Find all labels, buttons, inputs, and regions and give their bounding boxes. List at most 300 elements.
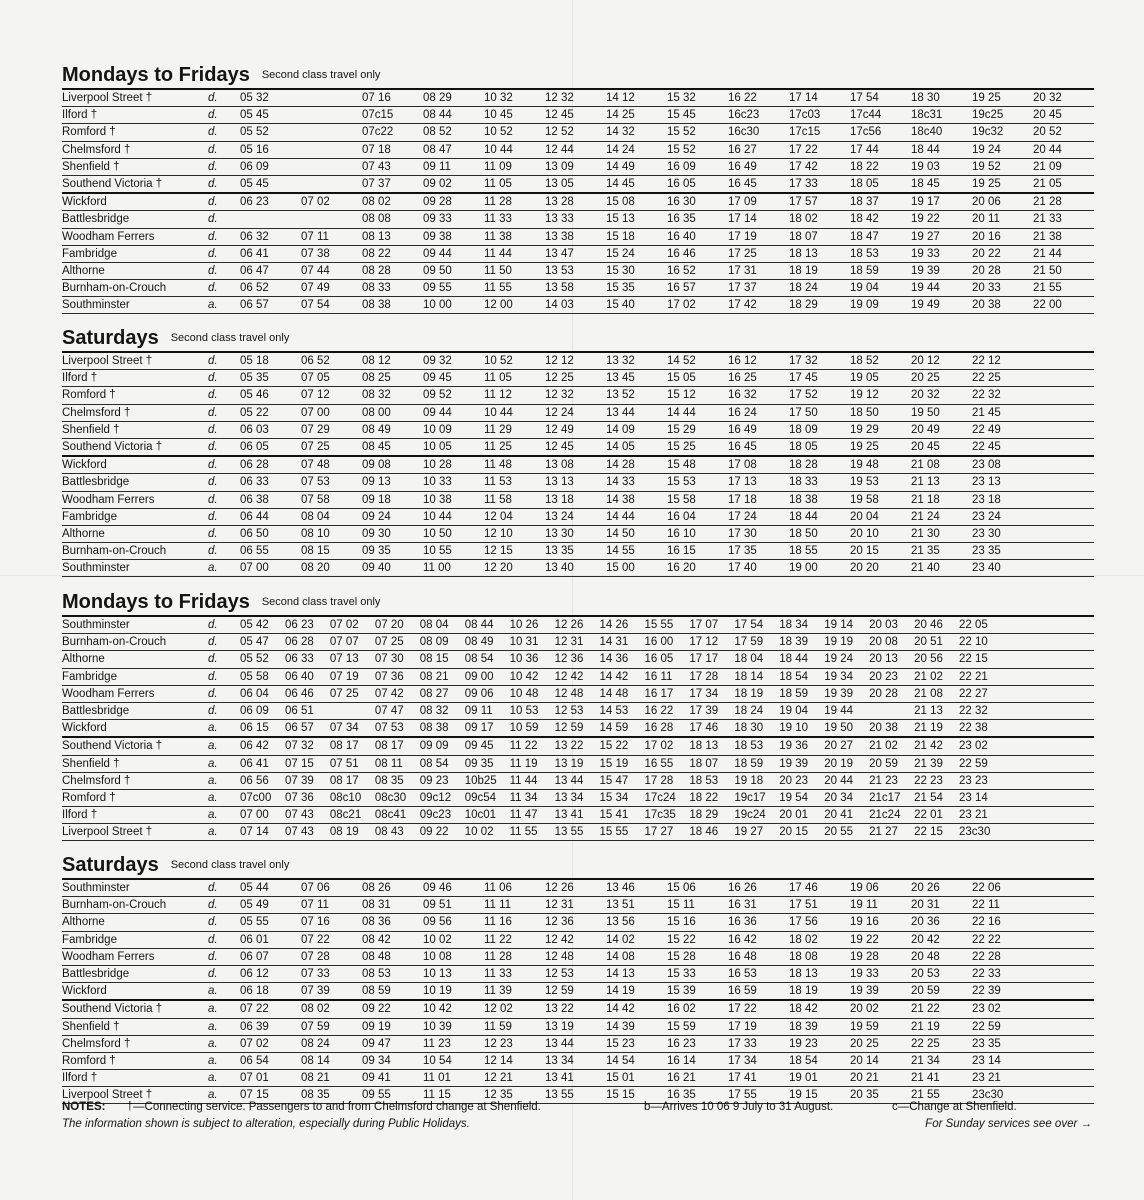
time-cell: 08 17 xyxy=(330,772,375,789)
section-subtitle: Second class travel only xyxy=(261,596,381,608)
time-cell: 08 13 xyxy=(362,228,423,245)
time-cell xyxy=(1033,352,1094,370)
time-cell xyxy=(1049,789,1094,806)
time-cell: 14 31 xyxy=(600,634,645,651)
time-cell xyxy=(1049,737,1094,755)
time-cell: 09 55 xyxy=(362,1087,423,1104)
time-cell: 15 30 xyxy=(606,262,667,279)
time-cell: 15 25 xyxy=(667,438,728,456)
time-cell: 15 34 xyxy=(600,789,645,806)
time-cell: 10 08 xyxy=(423,948,484,965)
arr-dep-marker: d. xyxy=(202,352,240,370)
table-row xyxy=(62,262,1094,279)
table-row xyxy=(62,560,1094,577)
time-cell: 08c21 xyxy=(330,807,375,824)
section-header xyxy=(62,852,1094,878)
time-cell: 20 49 xyxy=(911,421,972,438)
time-cell xyxy=(1033,1018,1094,1035)
time-cell: 12 45 xyxy=(545,438,606,456)
time-cell: 10 32 xyxy=(484,89,545,107)
time-cell: 22 22 xyxy=(972,931,1033,948)
station-name: Althorne xyxy=(62,525,202,542)
time-cell: 23 23 xyxy=(959,772,1004,789)
time-cell: 07 53 xyxy=(375,720,420,738)
time-cell: 08 10 xyxy=(301,525,362,542)
arr-dep-marker: d. xyxy=(202,879,240,897)
time-cell: 14 28 xyxy=(606,456,667,474)
time-cell: 07 51 xyxy=(330,755,375,772)
time-cell: 23 14 xyxy=(959,789,1004,806)
station-name: Fambridge xyxy=(62,931,202,948)
time-cell: 16 20 xyxy=(667,560,728,577)
time-cell: 20 52 xyxy=(1033,124,1094,141)
time-cell: 22 25 xyxy=(911,1035,972,1052)
time-cell: 06 05 xyxy=(240,438,301,456)
time-cell: 19 17 xyxy=(911,193,972,211)
arr-dep-marker: d. xyxy=(202,651,240,668)
time-cell: 13 24 xyxy=(545,508,606,525)
time-cell: 13 51 xyxy=(606,897,667,914)
time-cell: 11 01 xyxy=(423,1070,484,1087)
time-cell: 10 28 xyxy=(423,456,484,474)
time-cell: 17 39 xyxy=(689,702,734,719)
section-title: Saturdays xyxy=(62,854,159,876)
time-cell xyxy=(1004,789,1049,806)
station-name: Romford † xyxy=(62,387,202,404)
time-cell xyxy=(1033,948,1094,965)
time-cell: 17 13 xyxy=(728,474,789,491)
time-cell: 20 19 xyxy=(824,755,869,772)
arr-dep-marker: d. xyxy=(202,634,240,651)
time-cell: 18 45 xyxy=(911,175,972,193)
time-cell: 16 09 xyxy=(667,158,728,175)
station-name: Ilford † xyxy=(62,807,202,824)
time-cell: 17 25 xyxy=(728,245,789,262)
time-cell: 18 53 xyxy=(850,245,911,262)
time-cell: 10 31 xyxy=(510,634,555,651)
time-cell: 14 50 xyxy=(606,525,667,542)
time-cell: 16 22 xyxy=(644,702,689,719)
sunday-services-note: For Sunday services see over → xyxy=(925,1118,1092,1130)
time-cell: 15 53 xyxy=(667,474,728,491)
arr-dep-marker: a. xyxy=(202,807,240,824)
time-cell: 09 35 xyxy=(362,543,423,560)
time-cell: 10 05 xyxy=(423,438,484,456)
time-cell: 09 11 xyxy=(465,702,510,719)
time-cell: 21 40 xyxy=(911,560,972,577)
time-cell: 12 26 xyxy=(545,879,606,897)
time-cell: 22 05 xyxy=(959,616,1004,634)
time-cell: 11 50 xyxy=(484,262,545,279)
station-name: Romford † xyxy=(62,1052,202,1069)
time-cell: 21 18 xyxy=(911,491,972,508)
time-cell: 23 30 xyxy=(972,525,1033,542)
time-cell: 21 55 xyxy=(1033,280,1094,297)
time-cell: 14 38 xyxy=(606,491,667,508)
station-name: Shenfield † xyxy=(62,1018,202,1035)
time-cell: 19 15 xyxy=(789,1087,850,1104)
time-cell: 18 44 xyxy=(779,651,824,668)
time-cell xyxy=(1004,634,1049,651)
time-cell: 14 09 xyxy=(606,421,667,438)
time-cell: 11 28 xyxy=(484,193,545,211)
time-cell: 13 13 xyxy=(545,474,606,491)
time-cell: 23 21 xyxy=(959,807,1004,824)
time-cell: 19 54 xyxy=(779,789,824,806)
time-cell xyxy=(301,141,362,158)
time-cell: 19 24 xyxy=(972,141,1033,158)
time-cell: 19c24 xyxy=(734,807,779,824)
table-row xyxy=(62,124,1094,141)
time-cell: 12 15 xyxy=(484,543,545,560)
time-cell: 18 39 xyxy=(779,634,824,651)
time-cell: 14 44 xyxy=(606,508,667,525)
time-cell: 13 09 xyxy=(545,158,606,175)
table-row xyxy=(62,421,1094,438)
time-cell: 10 53 xyxy=(510,702,555,719)
time-cell: 09c23 xyxy=(420,807,465,824)
time-cell: 17 27 xyxy=(644,824,689,841)
time-cell xyxy=(1049,702,1094,719)
time-cell: 23 08 xyxy=(972,456,1033,474)
time-cell: 22 00 xyxy=(1033,297,1094,314)
time-cell: 21 35 xyxy=(911,543,972,560)
station-name: Liverpool Street † xyxy=(62,89,202,107)
time-cell: 11 38 xyxy=(484,228,545,245)
arr-dep-marker: d. xyxy=(202,508,240,525)
time-cell: 05 55 xyxy=(240,914,301,931)
time-cell: 05 49 xyxy=(240,897,301,914)
time-cell: 17 54 xyxy=(850,89,911,107)
station-name: Burnham-on-Crouch xyxy=(62,897,202,914)
time-cell: 19 52 xyxy=(972,158,1033,175)
time-cell: 05 47 xyxy=(240,634,285,651)
time-cell: 06 15 xyxy=(240,720,285,738)
time-cell: 20 06 xyxy=(972,193,1033,211)
station-name: Ilford † xyxy=(62,107,202,124)
time-cell: 19 29 xyxy=(850,421,911,438)
time-cell: 08 43 xyxy=(375,824,420,841)
table-row xyxy=(62,280,1094,297)
time-cell: 22 10 xyxy=(959,634,1004,651)
time-cell: 18 39 xyxy=(789,1018,850,1035)
time-cell: 16 23 xyxy=(667,1035,728,1052)
time-cell: 23c30 xyxy=(959,824,1004,841)
time-cell: 13 34 xyxy=(545,1052,606,1069)
time-cell: 20 44 xyxy=(1033,141,1094,158)
time-cell: 16 36 xyxy=(728,914,789,931)
time-cell: 23 02 xyxy=(959,737,1004,755)
time-cell: 13 44 xyxy=(545,1035,606,1052)
time-cell: 17 19 xyxy=(728,228,789,245)
time-cell: 19 25 xyxy=(972,175,1033,193)
section-header xyxy=(62,62,1094,88)
time-cell: 11 44 xyxy=(510,772,555,789)
time-cell: 18 22 xyxy=(850,158,911,175)
time-cell: 07 02 xyxy=(240,1035,301,1052)
time-cell: 20 28 xyxy=(972,262,1033,279)
time-cell: 20 53 xyxy=(911,965,972,982)
time-cell: 18 53 xyxy=(734,737,779,755)
time-cell: 06 28 xyxy=(240,456,301,474)
time-cell: 17 12 xyxy=(689,634,734,651)
time-cell: 18 05 xyxy=(789,438,850,456)
time-cell: 14 44 xyxy=(667,404,728,421)
time-cell: 07 11 xyxy=(301,897,362,914)
station-name: Battlesbridge xyxy=(62,702,202,719)
time-cell: 17 07 xyxy=(689,616,734,634)
time-cell: 14 25 xyxy=(606,107,667,124)
time-cell: 19 27 xyxy=(911,228,972,245)
time-cell: 11 15 xyxy=(423,1087,484,1104)
time-cell: 18 55 xyxy=(789,543,850,560)
time-cell xyxy=(1033,438,1094,456)
time-cell: 16 05 xyxy=(667,175,728,193)
time-cell: 13 35 xyxy=(545,543,606,560)
time-cell: 08 36 xyxy=(362,914,423,931)
arr-dep-marker: d. xyxy=(202,897,240,914)
time-cell: 20 15 xyxy=(779,824,824,841)
time-cell: 20 12 xyxy=(911,352,972,370)
time-cell: 14 48 xyxy=(600,685,645,702)
station-name: Shenfield † xyxy=(62,158,202,175)
table-row xyxy=(62,737,1094,755)
time-cell: 14 53 xyxy=(600,702,645,719)
time-cell: 10 52 xyxy=(484,352,545,370)
time-cell: 19 48 xyxy=(850,456,911,474)
arr-dep-marker: d. xyxy=(202,491,240,508)
station-name: Southminster xyxy=(62,879,202,897)
time-cell: 06 09 xyxy=(240,702,285,719)
time-cell: 09 40 xyxy=(362,560,423,577)
time-cell: 05 52 xyxy=(240,124,301,141)
time-cell: 13 28 xyxy=(545,193,606,211)
time-cell: 08 04 xyxy=(420,616,465,634)
time-cell: 20 41 xyxy=(824,807,869,824)
time-cell: 21 02 xyxy=(869,737,914,755)
time-cell: 16 55 xyxy=(644,755,689,772)
time-cell: 10 36 xyxy=(510,651,555,668)
time-cell: 08 35 xyxy=(375,772,420,789)
table-row xyxy=(62,983,1094,1001)
time-cell: 19 34 xyxy=(824,668,869,685)
time-cell: 18 19 xyxy=(789,983,850,1001)
time-cell: 17 56 xyxy=(789,914,850,931)
time-cell: 15 23 xyxy=(606,1035,667,1052)
time-cell: 05 52 xyxy=(240,651,285,668)
table-row xyxy=(62,755,1094,772)
time-cell: 08 32 xyxy=(362,387,423,404)
time-cell: 12 32 xyxy=(545,89,606,107)
time-cell: 19 06 xyxy=(850,879,911,897)
time-cell: 21 09 xyxy=(1033,158,1094,175)
time-cell: 21 08 xyxy=(911,456,972,474)
time-cell: 21 05 xyxy=(1033,175,1094,193)
time-cell: 08 14 xyxy=(301,1052,362,1069)
time-cell: 06 51 xyxy=(285,702,330,719)
time-cell: 14 32 xyxy=(606,124,667,141)
time-cell xyxy=(1049,807,1094,824)
time-cell: 08 44 xyxy=(465,616,510,634)
timetable-section xyxy=(62,325,1094,577)
time-cell: 19 03 xyxy=(911,158,972,175)
time-cell: 06 12 xyxy=(240,965,301,982)
time-cell: 17 45 xyxy=(789,370,850,387)
time-cell: 09 17 xyxy=(465,720,510,738)
station-name: Southminster xyxy=(62,616,202,634)
arr-dep-marker: d. xyxy=(202,685,240,702)
time-cell: 14 24 xyxy=(606,141,667,158)
time-cell: 06 52 xyxy=(240,280,301,297)
arr-dep-marker: a. xyxy=(202,1087,240,1104)
time-cell: 10 44 xyxy=(484,404,545,421)
time-cell: 07 22 xyxy=(240,1000,301,1018)
time-cell: 15 29 xyxy=(667,421,728,438)
table-row xyxy=(62,879,1094,897)
time-cell: 21 28 xyxy=(1033,193,1094,211)
table-row xyxy=(62,965,1094,982)
time-cell xyxy=(1049,824,1094,841)
time-cell: 21 45 xyxy=(972,404,1033,421)
station-name: Liverpool Street † xyxy=(62,352,202,370)
time-cell: 17 32 xyxy=(789,352,850,370)
time-cell: 07 16 xyxy=(301,914,362,931)
time-cell: 10 00 xyxy=(423,297,484,314)
time-cell: 20 56 xyxy=(914,651,959,668)
table-row xyxy=(62,211,1094,228)
time-cell xyxy=(1033,404,1094,421)
station-name: Althorne xyxy=(62,914,202,931)
time-cell: 05 58 xyxy=(240,668,285,685)
time-cell: 16 52 xyxy=(667,262,728,279)
time-cell: 07 44 xyxy=(301,262,362,279)
time-cell: 19 58 xyxy=(850,491,911,508)
time-cell: 19 39 xyxy=(850,983,911,1001)
time-cell: 07 25 xyxy=(301,438,362,456)
time-cell: 18 30 xyxy=(734,720,779,738)
time-cell: 12 52 xyxy=(545,124,606,141)
time-cell: 05 42 xyxy=(240,616,285,634)
time-cell: 11 55 xyxy=(484,280,545,297)
time-cell: 22 59 xyxy=(959,755,1004,772)
time-cell: 16 40 xyxy=(667,228,728,245)
time-cell: 12 45 xyxy=(545,107,606,124)
arr-dep-marker: a. xyxy=(202,1052,240,1069)
station-name: Ilford † xyxy=(62,1070,202,1087)
time-cell: 15 45 xyxy=(667,107,728,124)
time-cell: 07c15 xyxy=(362,107,423,124)
time-cell: 20 32 xyxy=(1033,89,1094,107)
time-cell: 17 28 xyxy=(644,772,689,789)
time-cell: 20 04 xyxy=(850,508,911,525)
table-row xyxy=(62,685,1094,702)
time-cell: 21 23 xyxy=(869,772,914,789)
time-cell: 20 20 xyxy=(850,560,911,577)
time-cell: 21 34 xyxy=(911,1052,972,1069)
time-cell: 10 42 xyxy=(423,1000,484,1018)
arr-dep-marker: a. xyxy=(202,755,240,772)
section-header xyxy=(62,589,1094,615)
time-cell: 15 32 xyxy=(667,89,728,107)
time-cell: 18 19 xyxy=(789,262,850,279)
time-cell: 09 34 xyxy=(362,1052,423,1069)
time-cell: 08 11 xyxy=(375,755,420,772)
time-cell: 17 46 xyxy=(789,879,850,897)
time-cell: 23c30 xyxy=(972,1087,1033,1104)
table-row xyxy=(62,1000,1094,1018)
time-cell: 17 24 xyxy=(728,508,789,525)
time-cell xyxy=(1004,737,1049,755)
time-cell: 07 48 xyxy=(301,456,362,474)
time-cell: 20 16 xyxy=(972,228,1033,245)
time-cell: 08 49 xyxy=(362,421,423,438)
time-cell: 07 28 xyxy=(301,948,362,965)
table-row xyxy=(62,175,1094,193)
time-cell: 19 01 xyxy=(789,1070,850,1087)
time-cell: 15 55 xyxy=(600,824,645,841)
time-cell: 17 57 xyxy=(789,193,850,211)
table-row xyxy=(62,370,1094,387)
time-cell: 19 25 xyxy=(972,89,1033,107)
time-cell: 10 09 xyxy=(423,421,484,438)
time-cell: 16 04 xyxy=(667,508,728,525)
time-cell: 12 53 xyxy=(545,965,606,982)
time-cell: 08 21 xyxy=(301,1070,362,1087)
time-cell: 18 44 xyxy=(789,508,850,525)
time-cell: 11 48 xyxy=(484,456,545,474)
time-cell: 09 24 xyxy=(362,508,423,525)
arr-dep-marker: d. xyxy=(202,525,240,542)
time-cell: 19 11 xyxy=(850,897,911,914)
time-cell: 08 54 xyxy=(465,651,510,668)
time-cell: 07 25 xyxy=(330,685,375,702)
time-cell: 21 24 xyxy=(911,508,972,525)
time-cell: 07c00 xyxy=(240,789,285,806)
time-cell: 19 44 xyxy=(911,280,972,297)
time-cell: 21 44 xyxy=(1033,245,1094,262)
station-name: Woodham Ferrers xyxy=(62,491,202,508)
time-cell: 18 02 xyxy=(789,211,850,228)
time-cell: 08 38 xyxy=(420,720,465,738)
time-cell: 19 22 xyxy=(911,211,972,228)
time-cell xyxy=(301,107,362,124)
time-cell: 19 39 xyxy=(911,262,972,279)
time-cell: 20 35 xyxy=(850,1087,911,1104)
time-cell: 05 18 xyxy=(240,352,301,370)
arr-dep-marker: d. xyxy=(202,228,240,245)
arr-dep-marker: a. xyxy=(202,737,240,755)
time-cell: 14 03 xyxy=(545,297,606,314)
time-cell: 08 42 xyxy=(362,931,423,948)
time-cell: 07 20 xyxy=(375,616,420,634)
station-name: Southminster xyxy=(62,297,202,314)
station-name: Romford † xyxy=(62,124,202,141)
time-cell: 17 14 xyxy=(789,89,850,107)
time-cell: 14 02 xyxy=(606,931,667,948)
time-cell: 17 37 xyxy=(728,280,789,297)
time-cell: 08 29 xyxy=(423,89,484,107)
time-cell: 07 29 xyxy=(301,421,362,438)
time-cell: 09 18 xyxy=(362,491,423,508)
time-cell: 18 59 xyxy=(850,262,911,279)
time-cell xyxy=(1049,720,1094,738)
time-cell: 19 00 xyxy=(789,560,850,577)
time-cell: 07 00 xyxy=(301,404,362,421)
time-cell: 13 32 xyxy=(606,352,667,370)
time-cell: 19 39 xyxy=(824,685,869,702)
arr-dep-marker: d. xyxy=(202,89,240,107)
time-cell: 20 14 xyxy=(850,1052,911,1069)
